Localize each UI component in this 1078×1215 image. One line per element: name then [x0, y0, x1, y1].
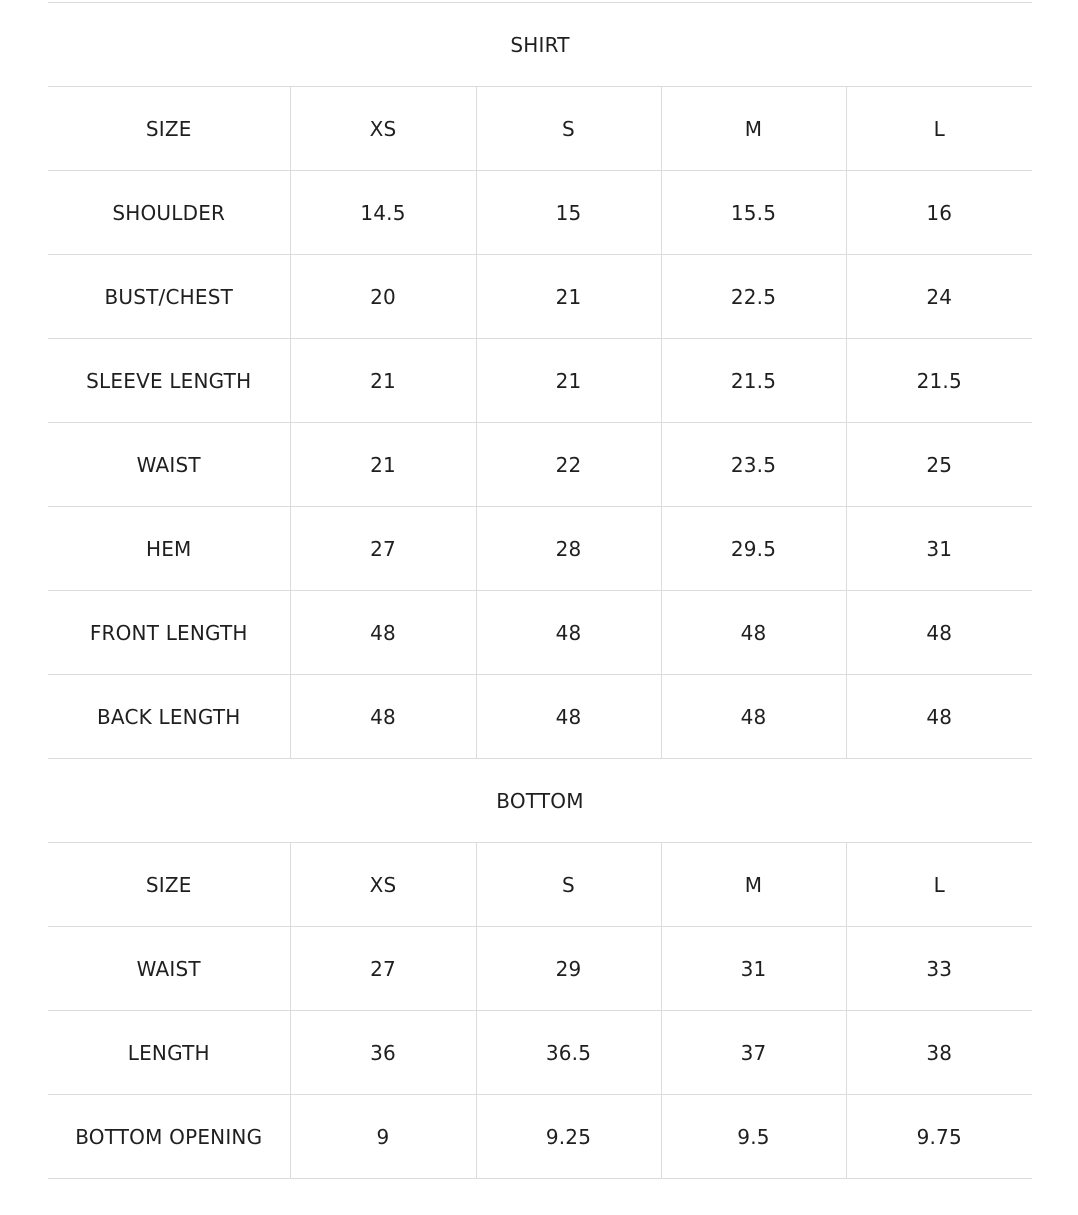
header-cell: M — [661, 87, 846, 171]
table-row — [48, 1095, 1032, 1179]
table-cell: 24 — [846, 255, 1032, 339]
table-cell: 9.75 — [846, 1095, 1032, 1179]
table-cell: 27 — [290, 507, 476, 591]
measurement-label: BUST/CHEST — [48, 255, 290, 339]
table-cell: 16 — [846, 171, 1032, 255]
measurement-label: FRONT LENGTH — [48, 591, 290, 675]
table-cell: 37 — [661, 1011, 846, 1095]
header-cell: L — [846, 843, 1032, 927]
table-row — [48, 675, 1032, 759]
table-cell: 9.25 — [476, 1095, 661, 1179]
table-cell: 23.5 — [661, 423, 846, 507]
table-cell: 48 — [290, 591, 476, 675]
table-cell: 48 — [661, 675, 846, 759]
section-title: BOTTOM — [48, 759, 1032, 843]
section-title-row-shirt — [48, 3, 1032, 87]
table-cell: 14.5 — [290, 171, 476, 255]
measurement-label: WAIST — [48, 423, 290, 507]
table-cell: 22.5 — [661, 255, 846, 339]
measurement-label: SHOULDER — [48, 171, 290, 255]
section-title-row-bottom — [48, 759, 1032, 843]
table-cell: 20 — [290, 255, 476, 339]
table-row — [48, 591, 1032, 675]
header-cell: L — [846, 87, 1032, 171]
table-row — [48, 1011, 1032, 1095]
measurement-label: BACK LENGTH — [48, 675, 290, 759]
table-cell: 21 — [476, 255, 661, 339]
header-cell: SIZE — [48, 87, 290, 171]
table-cell: 48 — [476, 591, 661, 675]
table-cell: 36 — [290, 1011, 476, 1095]
table-cell: 25 — [846, 423, 1032, 507]
table-cell: 22 — [476, 423, 661, 507]
table-cell: 9 — [290, 1095, 476, 1179]
table-cell: 48 — [846, 591, 1032, 675]
table-cell: 21 — [290, 423, 476, 507]
table-cell: 15.5 — [661, 171, 846, 255]
measurement-label: LENGTH — [48, 1011, 290, 1095]
measurement-label: SLEEVE LENGTH — [48, 339, 290, 423]
header-cell: SIZE — [48, 843, 290, 927]
table-cell: 15 — [476, 171, 661, 255]
table-row — [48, 423, 1032, 507]
table-cell: 48 — [290, 675, 476, 759]
table-header-row — [48, 87, 1032, 171]
table-cell: 21.5 — [661, 339, 846, 423]
table-cell: 28 — [476, 507, 661, 591]
header-cell: M — [661, 843, 846, 927]
table-cell: 29.5 — [661, 507, 846, 591]
table-cell: 48 — [846, 675, 1032, 759]
table-row — [48, 507, 1032, 591]
measurement-label: HEM — [48, 507, 290, 591]
table-cell: 21 — [476, 339, 661, 423]
table-cell: 21.5 — [846, 339, 1032, 423]
table-cell: 31 — [846, 507, 1032, 591]
measurement-label: BOTTOM OPENING — [48, 1095, 290, 1179]
header-cell: S — [476, 87, 661, 171]
table-cell: 33 — [846, 927, 1032, 1011]
header-cell: S — [476, 843, 661, 927]
section-title: SHIRT — [48, 3, 1032, 87]
header-cell: XS — [290, 87, 476, 171]
table-cell: 29 — [476, 927, 661, 1011]
table-cell: 9.5 — [661, 1095, 846, 1179]
table-cell: 27 — [290, 927, 476, 1011]
table-row — [48, 339, 1032, 423]
table-cell: 31 — [661, 927, 846, 1011]
header-cell: XS — [290, 843, 476, 927]
table-row — [48, 927, 1032, 1011]
table-row — [48, 255, 1032, 339]
measurement-label: WAIST — [48, 927, 290, 1011]
table-cell: 48 — [661, 591, 846, 675]
table-cell: 21 — [290, 339, 476, 423]
table-cell: 36.5 — [476, 1011, 661, 1095]
table-cell: 48 — [476, 675, 661, 759]
table-row — [48, 171, 1032, 255]
table-header-row — [48, 843, 1032, 927]
size-chart-table — [48, 2, 1032, 1179]
table-cell: 38 — [846, 1011, 1032, 1095]
